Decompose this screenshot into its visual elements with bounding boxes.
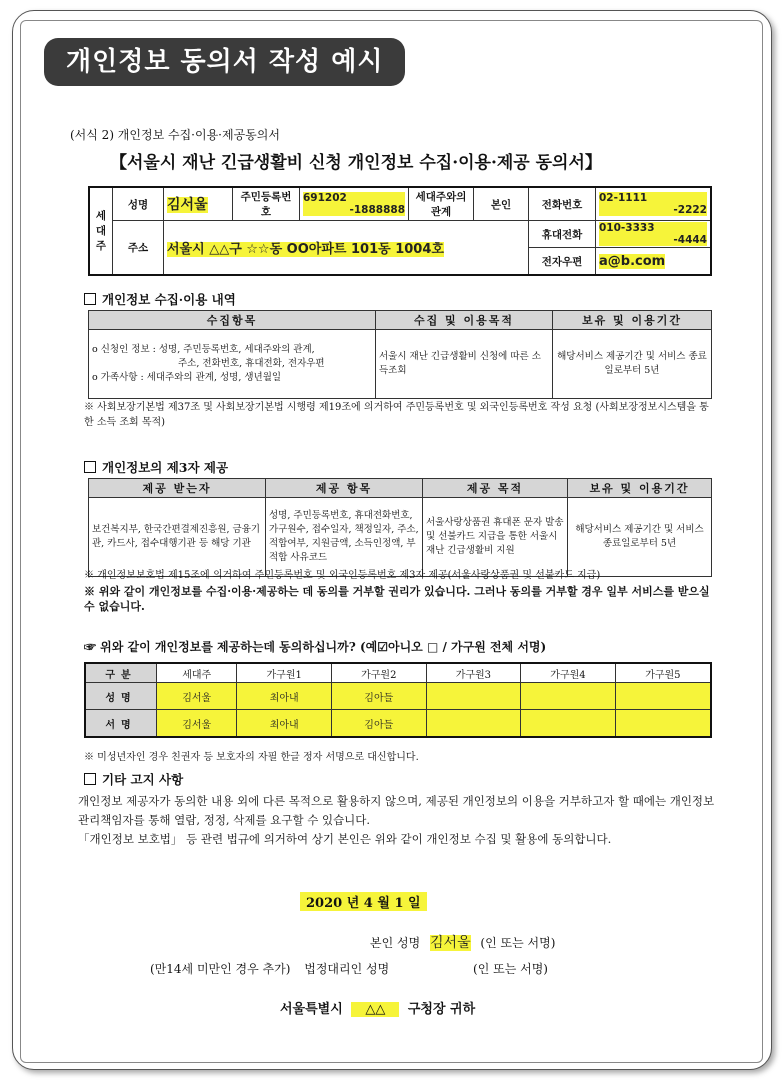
member-signature: 김아들 [331,710,426,738]
row-label-name: 성명 [85,683,157,710]
household-signature-table: 구분 세대주 가구원1 가구원2 가구원3 가구원4 가구원5 성명 김서울 최아내 김아들 서명 김서울 최아내 김아들 [84,662,712,738]
collection-header-purpose: 수집 및 이용목적 [376,311,553,330]
member-signature [426,710,521,738]
third-party-period: 해당서비스 제공기간 및 서비스 종료일로부터 5년 [568,498,712,577]
collection-note: ※ 사회보장기본법 제37조 및 사회보장기본법 시행령 제19조에 의거하여 주민등록번호 및 외국인등록번호 작성 요청 (사회보장정보시스템을 통한 소득 조회 목적) [84,402,709,428]
phone-label: 전화번호 [529,187,596,221]
third-party-section-title: 개인정보의 제3자 제공 [84,458,228,476]
applicant-table [88,186,712,276]
collection-header-period: 보유 및 이용기간 [553,311,712,330]
email-cell [596,248,712,276]
name-label: 성명 [113,187,164,221]
applicant-group-label: 세대주 [89,187,113,275]
self-name: 김서울 [430,935,471,951]
address-cell [164,221,529,276]
mobile-label: 휴대전화 [529,221,596,248]
third-party-items: 성명, 주민등록번호, 휴대전화번호, 가구원수, 접수일자, 책정일자, 주소, 적합여부, 지원금액, 소득인정액, 부적합 사유코드 [266,498,423,577]
relation-value: 본인 [474,187,529,221]
row-label-signature: 서명 [85,710,157,738]
phone-line1: 02-1111 [599,192,707,204]
applicant-email: a@b.com [599,253,666,269]
rrn-line1: 691202 [303,192,405,204]
checked-yes-icon: ☑ [377,640,388,654]
relation-label: 세대주와의관계 [409,187,474,221]
form-number-label: (서식 2) 개인정보 수집·이용·제공동의서 [70,128,280,142]
member-signature [615,710,711,738]
third-party-table: 제공 받는자 제공 항목 제공 목적 보유 및 이용기간 보건복지부, 한국간편결제진흥원, 금융기관, 카드사, 접수대행기관 등 해당 기관 성명, 주민등록번호, 휴대전화번호, 가구원수, 접수일자, 책정일자, 주소, 적합여부, 지원금액, 소득인정액, 부적합 사유코드 서울사랑상품권 휴대폰 문자 발송 및 선불카드 지급을 통한 서울시 재난 긴급생활비 지원 해당서비스 제공기간 및 서비스 종료일로부터 5년 [88,478,712,577]
collection-header-items: 수집항목 [89,311,376,330]
member-name [426,683,521,710]
mobile-line1: 010-3333 [599,222,707,234]
third-party-note-1: ※ 개인정보보호법 제15조에 의거하여 주민등록번호 및 외국인등록번호 제3자 제공(서울사랑상품권 및 선불카드 지급) [84,570,601,581]
checkbox-icon [84,461,96,473]
mobile-cell [596,221,712,248]
district-name: △△ [351,1002,399,1017]
form-title: 【서울시 재난 긴급생활비 신청 개인정보 수집·이용·제공 동의서】 [110,153,602,173]
member-name [521,683,616,710]
third-party-purpose: 서울사랑상품권 휴대폰 문자 발송 및 선불카드 지급을 통한 서울시 재난 긴급생활비 지원 [423,498,568,577]
minor-note: ※ 미성년자인 경우 친권자 등 보호자의 자필 한글 정자 서명으로 대신합니다. [84,752,419,763]
member-signature [521,710,616,738]
email-label: 전자우편 [529,248,596,276]
rrn-line2: -1888888 [303,204,405,216]
checkbox-icon [84,773,96,785]
checkbox-icon [84,293,96,305]
self-signature-line: 본인 성명 김서울 (인 또는 서명) [370,935,556,951]
member-name: 김아들 [331,683,426,710]
applicant-name: 김서울 [167,197,208,213]
guardian-signature-line: (만14세 미만인 경우 추가) 법정대리인 성명 (인 또는 서명) [150,962,548,976]
page-heading: 개인정보 동의서 작성 예시 [44,38,405,86]
phone-cell [596,187,712,221]
member-name: 김서울 [157,683,237,710]
collection-section-title: 개인정보 수집·이용 내역 [84,290,236,308]
other-section-title: 기타 고지 사항 [84,770,183,788]
member-name: 최아내 [237,683,332,710]
signing-date: 2020 년 4 월 1 일 [300,892,427,911]
collection-table [88,310,712,399]
collection-period: 해당서비스 제공기간 및 서비스 종료일로부터 5년 [553,330,712,399]
consent-question: ☞ 위와 같이 개인정보를 제공하는데 동의하십니까? (예☑아니오 □ / 가구원 전체 서명) [84,640,547,654]
phone-line2: -2222 [599,204,707,216]
rrn-label: 주민등록번호 [233,187,300,221]
mobile-line2: -4444 [599,234,707,246]
other-notice: 개인정보 제공자가 동의한 내용 외에 다른 목적으로 활용하지 않으며, 제공된 개인정보의 이용을 거부하고자 할 때에는 개인정보 관리책임자를 통해 열람, 정정, 삭제를 요구할 수 있습니다. 「개인정보 보호법」 등 관련 법규에 의거하여 상기 본인은 위와 같이 개인정보 수집 및 활용에 동의합니다. [78,794,715,846]
collection-purpose: 서울시 재난 긴급생활비 신청에 따른 소득조회 [376,330,553,399]
member-signature: 최아내 [237,710,332,738]
third-party-note-2: ※ 위와 같이 개인정보를 수집·이용·제공하는 데 동의를 거부할 권리가 있습니다. 그러나 동의를 거부할 경우 일부 서비스를 받으실 수 없습니다. [84,585,710,613]
addressee: 서울특별시 △△ 구청장 귀하 [280,1002,476,1017]
address-label: 주소 [113,221,164,276]
name-cell [164,187,233,221]
applicant-address: 서울시 △△구 ☆☆동 OO아파트 101동 1004호 [167,242,444,257]
rrn-cell [300,187,409,221]
collection-items: o 신청인 정보 : 성명, 주민등록번호, 세대주와의 관계, 주소, 전화번호, 휴대전화, 전자우편 o 가족사항 : 세대주와의 관계, 성명, 생년월일 [89,330,376,399]
member-signature: 김서울 [157,710,237,738]
member-name [615,683,711,710]
third-party-recipient: 보건복지부, 한국간편결제진흥원, 금융기관, 카드사, 접수대행기관 등 해당 기관 [89,498,266,577]
